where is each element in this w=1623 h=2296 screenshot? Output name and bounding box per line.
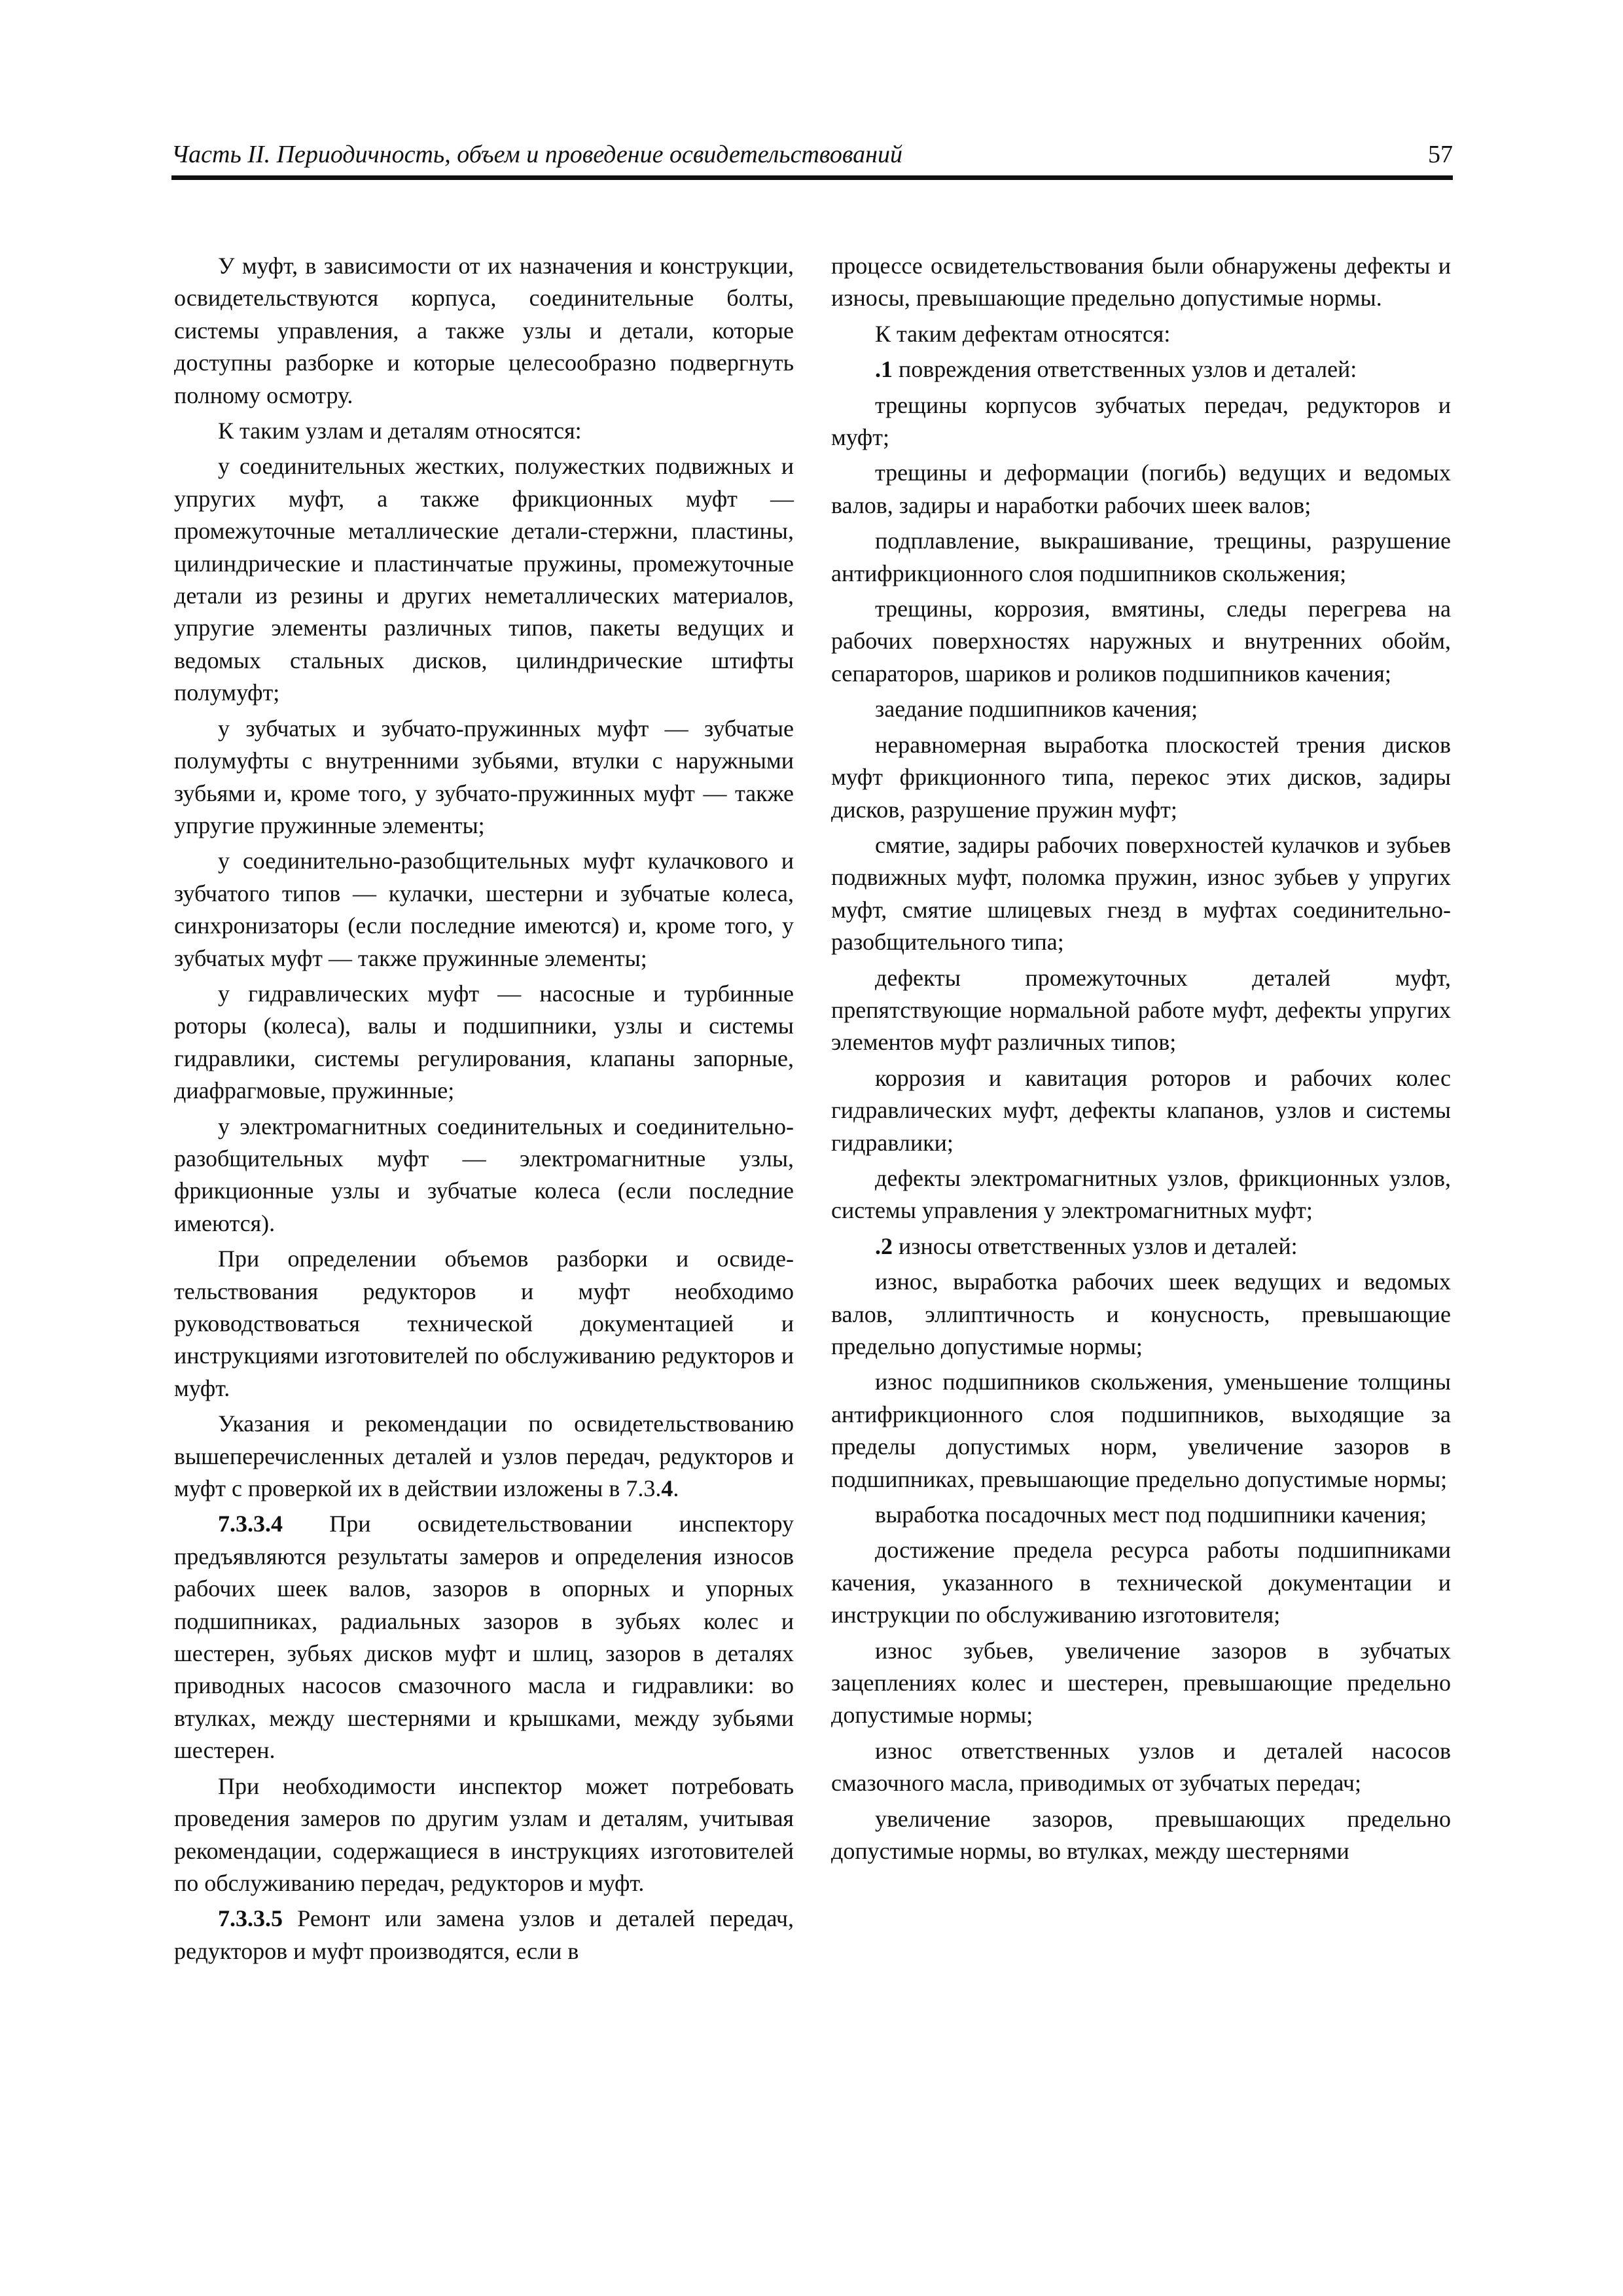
paragraph-text: процессе освидетельствования были обнаружены дефекты и износы, превышающие предельно допустимые нормы. [831,253,1451,312]
paragraph [174,1243,794,1405]
clause-number: 7.3.3.4 [218,1511,283,1537]
paragraph [831,1534,1451,1631]
header-rule [171,175,1453,180]
page-number: 57 [1428,141,1453,168]
paragraph-text: Указания и рекомендации по освидетельствованию вышеперечисленных деталей и узлов передач, редукторов и муфт с проверкой их в действии изложены в 7.3. [174,1410,794,1502]
paragraph [831,1366,1451,1496]
paragraph [831,1635,1451,1732]
paragraph [174,1408,794,1505]
paragraph [174,1770,794,1900]
paragraph [174,713,794,842]
paragraph-text: дефекты электромагнитных узлов, фрикционных узлов, системы управления у электромагнитных муфт; [831,1164,1451,1224]
paragraph-text: у соединительных жестких, полужестких подвижных и упругих муфт, а также фрикционных муфт — промежуточные металлические детали-стержни, пластины, цилиндрические и пластинчатые пружины, промежуточные детали из резины и других неметаллических материалов, упругие элементы различных типов, пакеты ведущих и ведомых стальных дисков, цилиндрические штифты полумуфт; [174,453,794,706]
clause-number: .2 [875,1232,893,1259]
paragraph-text: у соединительно-разобщительных муфт кулачкового и зубчатого типов — кулачки, шестерни и зубчатые колеса, синхронизаторы (если последние имеются) и, кроме того, у зубчатых муфт — также пружинные элементы; [174,848,794,971]
paragraph [831,1062,1451,1159]
paragraph [831,1499,1451,1531]
clause-number: .1 [875,356,893,383]
paragraph-text: у зубчатых и зубчато-пружинных муфт — зубчатые полумуфты с внутренними зубьями, втулки с наружными зубьями и, кроме того, у зубчато-пружинных муфт — также упругие пружинные элементы; [174,715,794,838]
paragraph [831,389,1451,454]
paragraph-text: заедание подшипников качения; [875,696,1198,723]
paragraph-text: неравномерная выработка плоскостей трения дисков муфт фрикционного типа, перекос этих дисков, задиры дисков, разрушение пружин муфт; [831,731,1451,823]
paragraph [831,1735,1451,1800]
clause-number: 7.3.3.5 [218,1905,283,1932]
paragraph-text: У муфт, в зависимости от их назначения и конструкции, освидетельствуются корпуса, соединительные болты, системы управления, а также узлы и детали, которые доступны разборке и которые целесообразно подвергнуть полному осмотру. [174,253,794,408]
running-header [171,140,1453,169]
paragraph [831,829,1451,959]
paragraph-tail: . [673,1475,679,1502]
paragraph-text: Ремонт или замена узлов и деталей передач, редукторов и муфт производятся, если в [174,1905,794,1964]
paragraph [174,250,794,412]
paragraph-text: При необходимости инспектор может потребовать проведения замеров по другим узлам и деталям, учитывая рекомендации, содержащиеся в инструкциях изготовителей по обслуживанию передач, редукторов и муфт. [174,1772,794,1896]
paragraph-text: износ ответственных узлов и деталей насосов смазочного масла, приводимых от зубчатых передач; [831,1737,1451,1797]
paragraph-text: подплавление, выкрашивание, трещины, разрушение антифрикционного слоя подшипников скольжения; [831,528,1451,586]
paragraph-text: повреждения ответственных узлов и деталей: [893,356,1357,383]
paragraph [831,457,1451,522]
paragraph-text: увеличение зазоров, превышающих предельно допустимые нормы, во втулках, между шестернями [831,1805,1451,1865]
paragraph-text: При определении объемов разборки и освидетельствования редукторов и муфт необходимо руководствоваться технической документацией и инструкциями изготовителей по обслуживанию редукторов и муфт. [174,1246,794,1401]
paragraph [174,978,794,1107]
paragraph [831,1230,1451,1263]
section-title: Часть II. Периодичность, объем и проведение освидетельствований [171,141,902,168]
paragraph [174,1508,794,1767]
paragraph [831,318,1451,350]
paragraph-text: дефекты промежуточных деталей муфт, препятствующие нормальной работе муфт, дефекты упругих элементов муфт различных типов; [831,964,1451,1056]
paragraph [174,845,794,975]
paragraph-text: К таким дефектам относятся: [875,320,1171,347]
paragraph-text: трещины, коррозия, вмятины, следы перегрева на рабочих поверхностях наружных и внутренних обойм, сепараторов, шариков и роликов подшипников качения; [831,596,1451,687]
paragraph [174,1903,794,1967]
paragraph-text: выработка посадочных мест под подшипники качения; [875,1501,1427,1528]
paragraph [831,1803,1451,1868]
paragraph-text: износ зубьев, увеличение зазоров в зубчатых зацеплениях колес и шестерен, превышающие предельно допустимые нормы; [831,1637,1451,1729]
paragraph [831,250,1451,315]
paragraph-text: При освидетельствовании инспектору предъявляются результаты замеров и определения износов рабочих шеек валов, зазоров в опорных и упорных подшипниках, радиальных зазоров в зубьях колес и шестерен, зубьях дисков муфт и шлиц, зазоров в деталях приводных насосов смазочного масла и гидравлики: во втулках, между шестернями и крышками, между зубьями шестерен. [174,1511,794,1764]
paragraph [831,962,1451,1059]
paragraph [831,593,1451,690]
paragraph [174,1111,794,1240]
paragraph [831,693,1451,725]
paragraph-text: износ подшипников скольжения, уменьшение толщины антифрикционного слоя подшипников, выходящие за пределы допустимых норм, увеличение зазоров в подшипниках, превышающие предельно допустимые нормы; [831,1369,1451,1492]
paragraph [174,450,794,709]
right-column [831,250,1451,1871]
reference-number: 4 [661,1475,673,1502]
paragraph-text: достижение предела ресурса работы подшипниками качения, указанного в технической документации и инструкции по обслуживанию изготовителя; [831,1537,1451,1628]
paragraph-text: трещины корпусов зубчатых передач, редукторов и муфт; [831,391,1451,451]
paragraph [831,729,1451,826]
paragraph-text: износы ответственных узлов и деталей: [893,1232,1298,1259]
paragraph-text: у гидравлических муфт — насосные и турбинные роторы (колеса), валы и подшипники, узлы и системы гидравлики, системы регулирования, клапаны запорные, диафрагмовые, пружинные; [174,980,794,1104]
paragraph-text: износ, выработка рабочих шеек ведущих и ведомых валов, эллиптичность и конусность, превышающие предельно допустимые нормы; [831,1268,1451,1359]
paragraph-text: трещины и деформации (погибь) ведущих и ведомых валов, задиры и наработки рабочих шеек валов; [831,459,1451,518]
paragraph [831,1266,1451,1363]
paragraph [831,353,1451,386]
paragraph-text: смятие, задиры рабочих поверхностей кулачков и зубьев подвижных муфт, поломка пружин, износ зубьев у упругих муфт, смятие шлицевых гнезд в муфтах соединительно-разобщительного типа; [831,831,1451,956]
paragraph [174,415,794,447]
paragraph [831,525,1451,590]
paragraph [831,1162,1451,1227]
paragraph-text: К таким узлам и деталям относятся: [218,418,582,444]
paragraph-text: у электромагнитных соединительных и соединительно-разобщительных муфт — электромагнитные узлы, фрикционные узлы и зубчатые колеса (если последние имеются). [174,1113,794,1236]
left-column [174,250,794,1971]
paragraph-text: коррозия и кавитация роторов и рабочих колес гидравлических муфт, дефекты клапанов, узлов и системы гидравлики; [831,1064,1451,1156]
